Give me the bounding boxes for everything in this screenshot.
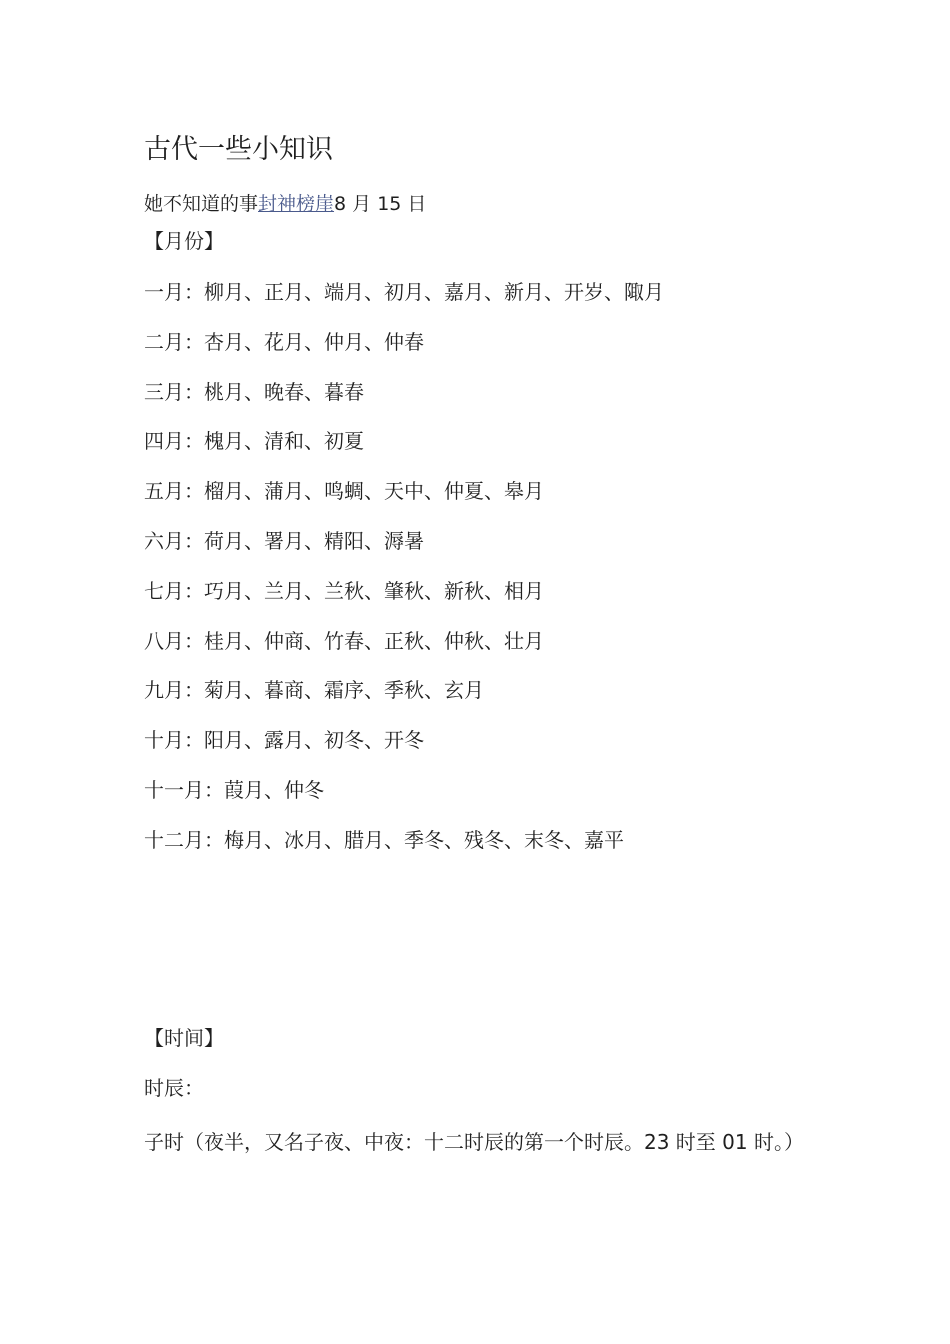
list-item: 十一月：葭月、仲冬	[144, 777, 324, 802]
list-item: 九月：菊月、暮商、霜序、季秋、玄月	[144, 678, 484, 703]
list-item: 五月：榴月、蒲月、鸣蜩、天中、仲夏、皋月	[144, 479, 544, 504]
list-item: 七月：巧月、兰月、兰秋、肇秋、新秋、相月	[144, 578, 544, 603]
byline	[144, 190, 426, 218]
list-item: 二月：杏月、花月、仲月、仲春	[144, 329, 424, 354]
time-subheading: 时辰：	[144, 1076, 204, 1100]
publish-date: 8 月 15 日	[334, 193, 427, 215]
page-title: 古代一些小知识	[144, 134, 333, 165]
list-item: 八月：桂月、仲商、竹春、正秋、仲秋、壮月	[144, 628, 544, 653]
list-item: 六月：荷月、署月、精阳、溽暑	[144, 528, 424, 553]
time-paragraph: 子时（夜半，又名子夜、中夜：十二时辰的第一个时辰。23 时至 01 时。）	[144, 1130, 804, 1154]
author-link[interactable]: 封神榜崖	[258, 193, 335, 215]
list-item: 一月：柳月、正月、端月、初月、嘉月、新月、开岁、陬月	[144, 280, 664, 304]
byline-prefix: 她不知道的事	[144, 193, 259, 215]
list-item: 四月：槐月、清和、初夏	[144, 429, 364, 454]
months-section-heading: 【月份】	[144, 229, 224, 253]
time-section-heading: 【时间】	[144, 1026, 224, 1050]
list-item: 十二月：梅月、冰月、腊月、季冬、残冬、末冬、嘉平	[144, 827, 624, 852]
list-item: 十月：阳月、露月、初冬、开冬	[144, 728, 424, 753]
list-item: 三月：桃月、晚春、暮春	[144, 379, 364, 404]
months-list	[144, 272, 664, 870]
